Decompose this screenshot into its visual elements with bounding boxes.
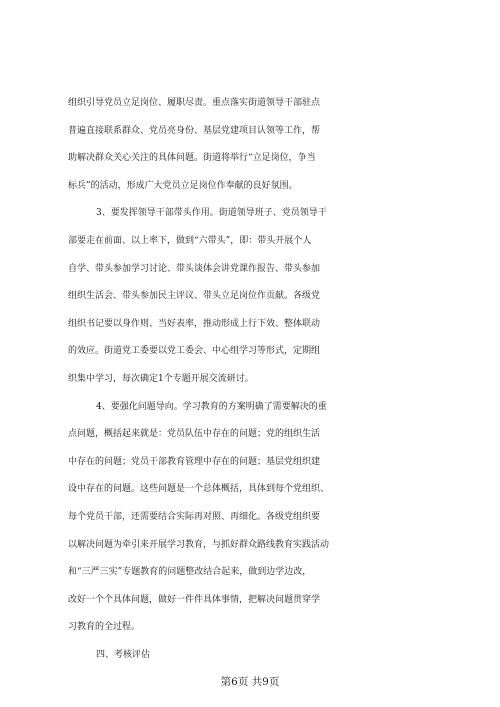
paragraph-line: 改好一个个具体问题，做好一件件具体事情，把解决问题贯穿学 <box>68 594 321 605</box>
paragraph-line: 4、要强化问题导向。学习教育的方案明确了需要解决的重 <box>96 401 327 412</box>
paragraph-line: 3、要发挥领导干部带头作用。街道领导班子、党员领导干 <box>96 208 327 219</box>
paragraph-line: 设中存在的问题。这些问题是一个总体概括，具体到每个党组织、 <box>68 484 330 495</box>
paragraph-line: 中存在的问题；党员干部教育管理中存在的问题；基层党组织建 <box>68 456 321 467</box>
paragraph-line: 和“三严三实”专题教育的问题整改结合起来，做到边学边改， <box>68 567 312 578</box>
paragraph-line: 的效应。街道党工委要以党工委会、中心组学习等形式，定期组 <box>68 346 321 357</box>
paragraph-line: 每个党员干部，还需要结合实际再对照、再细化。各级党组织要 <box>68 512 321 522</box>
paragraph-line: 助解决群众关心关注的具体问题。街道将举行“立足岗位，争当 <box>68 153 316 164</box>
paragraph-line: 习教育的全过程。 <box>68 622 141 633</box>
paragraph-line: 普遍直接联系群众、党员亮身份、基层党建项目认领等工作，帮 <box>68 125 321 136</box>
paragraph-line: 标兵”的活动，形成广大党员立足岗位作奉献的良好氛围。 <box>68 180 298 191</box>
paragraph-line: 织集中学习，每次确定1个专题开展交流研讨。 <box>68 374 254 384</box>
paragraph-line: 部要走在前面、以上率下，做到“六带头”，即：带头开展个人 <box>68 236 312 246</box>
paragraph-line: 组织书记要以身作则、当好表率，推动形成上行下效、整体联动 <box>68 318 321 329</box>
paragraph-line: 组织引导党员立足岗位、履职尽责。重点落实街道领导干部驻点 <box>68 98 321 108</box>
section-heading: 四、考核评估 <box>96 650 151 660</box>
paragraph-line: 以解决问题为牵引来开展学习教育，与抓好群众路线教育实践活动 <box>68 539 330 550</box>
paragraph-line: 组织生活会、带头参加民主评议、带头立足岗位作贡献。各级党 <box>68 291 321 302</box>
paragraph-line: 自学、带头参加学习讨论、带头谈体会讲党课作报告、带头参加 <box>68 263 321 274</box>
page-footer: 第6页 共9页 <box>220 676 280 688</box>
paragraph-line: 点问题，概括起来就是：党员队伍中存在的问题；党的组织生活 <box>68 429 321 440</box>
